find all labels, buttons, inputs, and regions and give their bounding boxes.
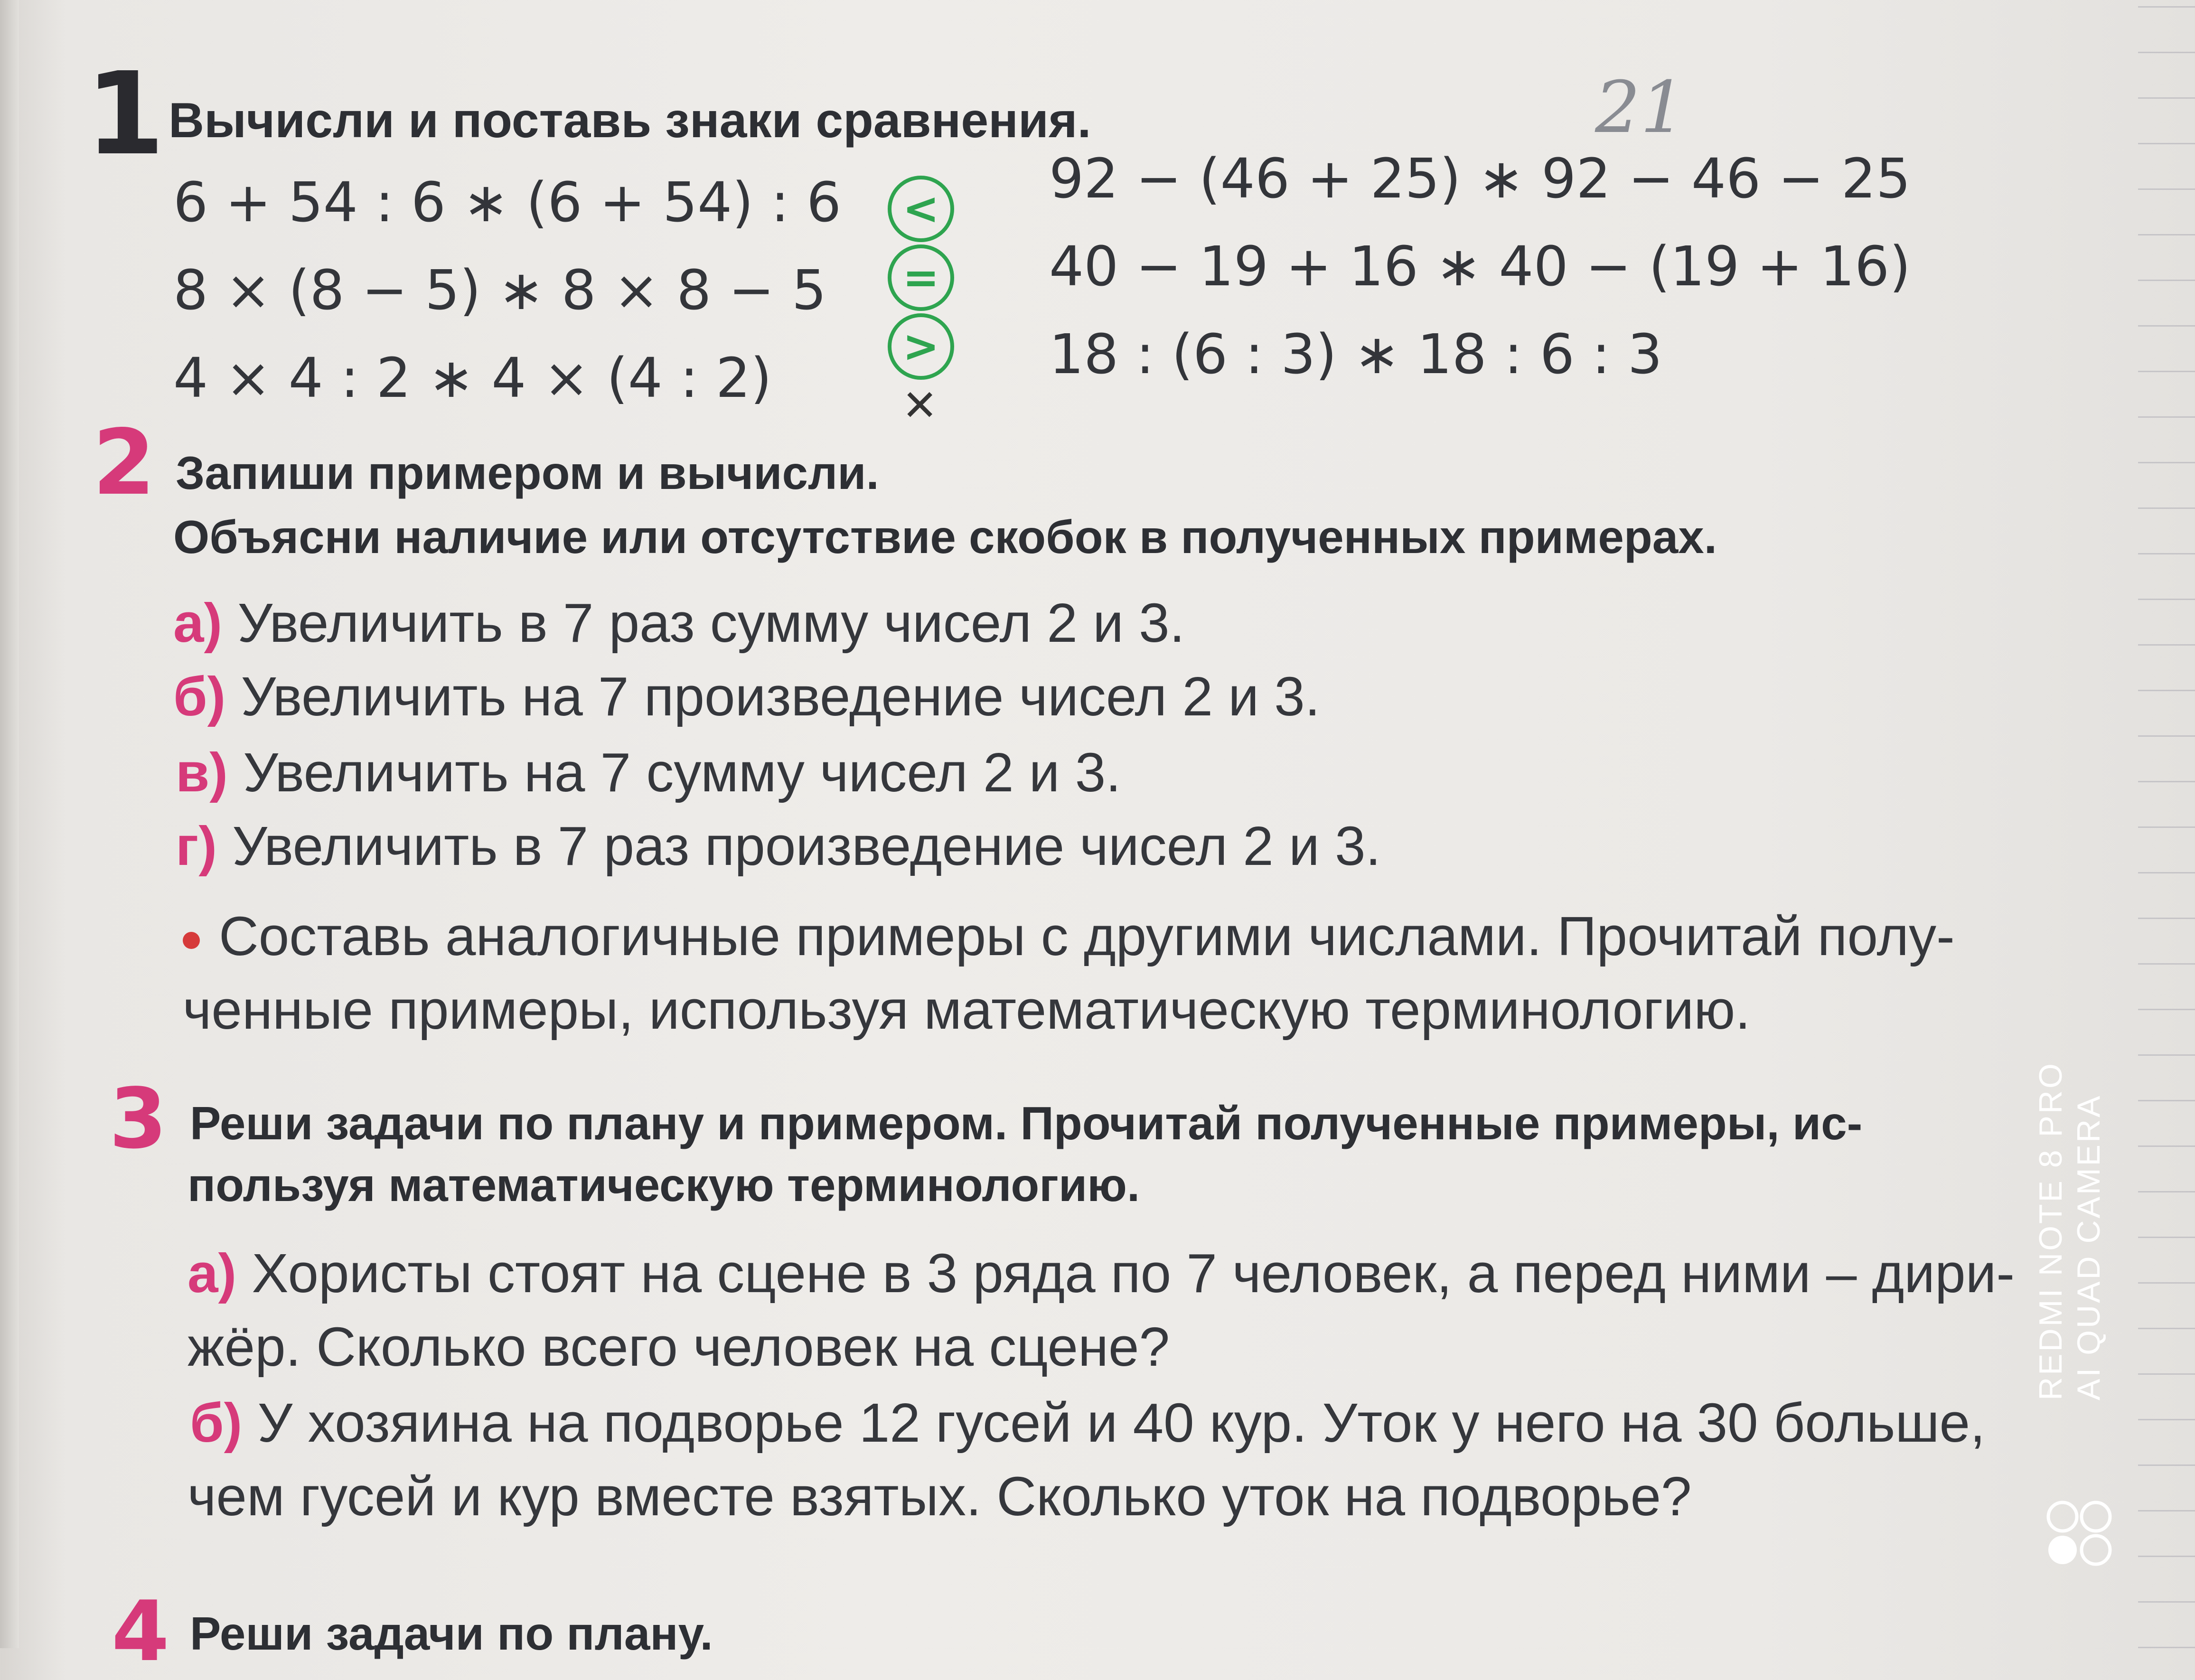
task-1-left-expr-3: 4 × 4 : 2 ∗ 4 × (4 : 2) [173, 347, 772, 410]
item-text: Увеличить в 7 раз произведение чисел 2 и 3. [232, 815, 1381, 877]
task-1-heading: Вычисли и поставь знаки сравнения. [169, 93, 1091, 148]
handwritten-note: 21 [1595, 66, 1686, 149]
task-2-bullet-line-1: Составь аналогичные примеры с другими числами. Прочитай полу- [183, 904, 1955, 968]
item-label: а) [188, 1242, 237, 1304]
task-1-right-expr-1: 92 − (46 + 25) ∗ 92 − 46 − 25 [1049, 147, 1911, 211]
watermark-camera: AI QUAD CAMERA [2071, 1094, 2107, 1400]
task-1-left-expr-1: 6 + 54 : 6 ∗ (6 + 54) : 6 [173, 171, 842, 235]
task-4-number: 4 [112, 1584, 169, 1680]
bullet-icon [183, 932, 200, 949]
item-text: Увеличить на 7 сумму чисел 2 и 3. [243, 741, 1121, 803]
task-2-item-v [176, 741, 1121, 804]
task-1-number: 1 [85, 47, 165, 180]
item-label: б) [173, 666, 226, 727]
task-2-number: 2 [93, 410, 156, 515]
item-label: а) [173, 592, 223, 654]
task-2-item-b [173, 665, 1320, 728]
task-2-bullet-line-2: ченные примеры, используя математическую терминологию. [183, 979, 1751, 1041]
item-text: Увеличить на 7 произведение чисел 2 и 3. [241, 666, 1320, 727]
task-2-heading-2: Объясни наличие или отсутствие скобок в полученных примерах. [173, 511, 1717, 563]
asterisk-icon: ✕ [902, 382, 938, 430]
task-3-number: 3 [109, 1071, 167, 1167]
book-spine-shadow [0, 0, 19, 1648]
watermark-model: REDMI NOTE 8 PRO [2033, 1061, 2069, 1400]
less-than-sign: < [888, 176, 954, 242]
task-2-heading-1: Запиши примером и вычисли. [176, 447, 879, 499]
task-3-heading-2: пользуя математическую терминологию. [188, 1159, 1140, 1211]
task-1-right-expr-2: 40 − 19 + 16 ∗ 40 − (19 + 16) [1049, 235, 1911, 299]
item-label: г) [176, 815, 217, 877]
camera-watermark [2032, 1061, 2107, 1400]
task-3-heading-1: Реши задачи по плану и примером. Прочитай полученные примеры, ис- [190, 1097, 1863, 1149]
task-3-a-line-2: жёр. Сколько всего человек на сцене? [188, 1316, 1170, 1378]
task-1-left-expr-2: 8 × (8 − 5) ∗ 8 × 8 − 5 [173, 259, 827, 322]
greater-than-sign: > [888, 313, 954, 380]
grid-paper-edge [2138, 0, 2195, 1648]
task-2-item-g [176, 814, 1381, 878]
comparison-signs [888, 176, 959, 430]
item-label: в) [176, 741, 228, 803]
task-3-b-line-2: чем гусей и кур вместе взятых. Сколько уток на подворье? [188, 1465, 1692, 1527]
task-4-heading: Реши задачи по плану. [190, 1607, 713, 1660]
task-3-a-line-1: а) Хористы стоят на сцене в 3 ряда по 7 человек, а перед ними – дири- [188, 1242, 2015, 1304]
quad-camera-logo-icon [2041, 1495, 2117, 1571]
task-2-item-a [173, 591, 1185, 655]
item-label: б) [190, 1392, 243, 1454]
equals-sign: = [888, 244, 954, 311]
task-1-right-expr-3: 18 : (6 : 3) ∗ 18 : 6 : 3 [1049, 323, 1662, 386]
task-3-b-line-1: б) У хозяина на подворье 12 гусей и 40 кур. Уток у него на 30 больше, [190, 1392, 1986, 1454]
item-text: Увеличить в 7 раз сумму чисел 2 и 3. [237, 592, 1185, 654]
